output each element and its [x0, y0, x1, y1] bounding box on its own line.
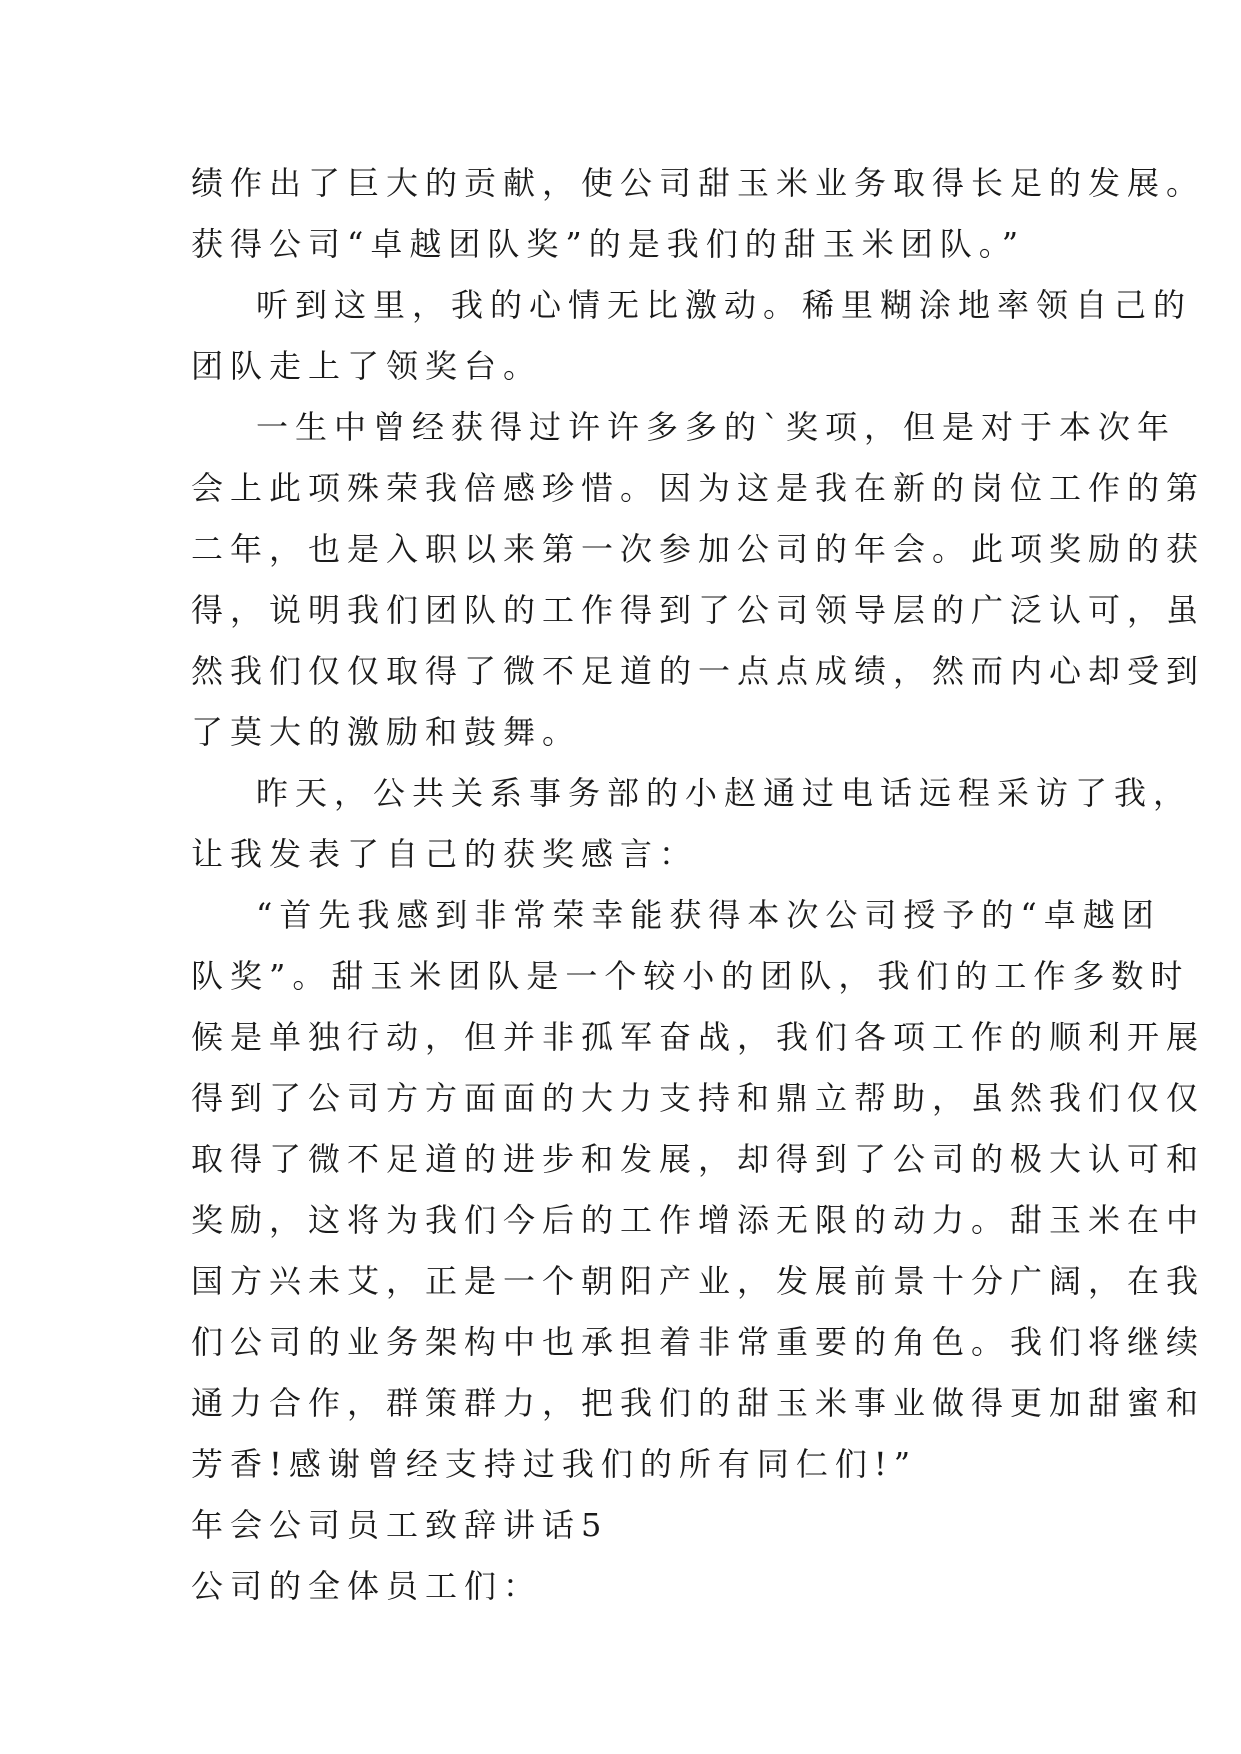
paragraph-line: 让我发表了自己的获奖感言： [191, 835, 699, 873]
paragraph-line: 听到这里，我的心情无比激动。稀里糊涂地率领自己的 [256, 286, 1193, 324]
paragraph-line: 们公司的业务架构中也承担着非常重要的角色。我们将继续 [191, 1323, 1206, 1361]
paragraph-line: 获得公司“卓越团队奖”的是我们的甜玉米团队。” [191, 225, 1026, 263]
paragraph-line: 了莫大的激励和鼓舞。 [191, 713, 582, 751]
paragraph-line: 然我们仅仅取得了微不足道的一点点成绩，然而内心却受到 [191, 652, 1206, 690]
paragraph-line: 团队走上了领奖台。 [191, 347, 543, 385]
section-heading: 年会公司员工致辞讲话5 [191, 1506, 609, 1544]
paragraph-line: 通力合作，群策群力，把我们的甜玉米事业做得更加甜蜜和 [191, 1384, 1206, 1422]
paragraph-line: “首先我感到非常荣幸能获得本次公司授予的“卓越团 [256, 896, 1161, 934]
salutation-line: 公司的全体员工们： [191, 1567, 543, 1605]
paragraph-line: 会上此项殊荣我倍感珍惜。因为这是我在新的岗位工作的第 [191, 469, 1206, 507]
paragraph-line: 得到了公司方方面面的大力支持和鼎立帮助，虽然我们仅仅 [191, 1079, 1206, 1117]
paragraph-line: 奖励，这将为我们今后的工作增添无限的动力。甜玉米在中 [191, 1201, 1206, 1239]
paragraph-line: 候是单独行动，但并非孤军奋战，我们各项工作的顺利开展 [191, 1018, 1206, 1056]
paragraph-line: 二年，也是入职以来第一次参加公司的年会。此项奖励的获 [191, 530, 1206, 568]
paragraph-line: 得，说明我们团队的工作得到了公司领导层的广泛认可，虽 [191, 591, 1206, 629]
paragraph-line: 芳香!感谢曾经支持过我们的所有同仁们!” [191, 1445, 918, 1483]
paragraph-line: 国方兴未艾，正是一个朝阳产业，发展前景十分广阔，在我 [191, 1262, 1206, 1300]
paragraph-line: 昨天，公共关系事务部的小赵通过电话远程采访了我， [256, 774, 1193, 812]
paragraph-line: 绩作出了巨大的贡献，使公司甜玉米业务取得长足的发展。 [191, 164, 1206, 202]
paragraph-line: 一生中曾经获得过许许多多的`奖项，但是对于本次年 [256, 408, 1177, 446]
paragraph-line: 队奖”。甜玉米团队是一个较小的团队，我们的工作多数时 [191, 957, 1190, 995]
paragraph-line: 取得了微不足道的进步和发展，却得到了公司的极大认可和 [191, 1140, 1206, 1178]
